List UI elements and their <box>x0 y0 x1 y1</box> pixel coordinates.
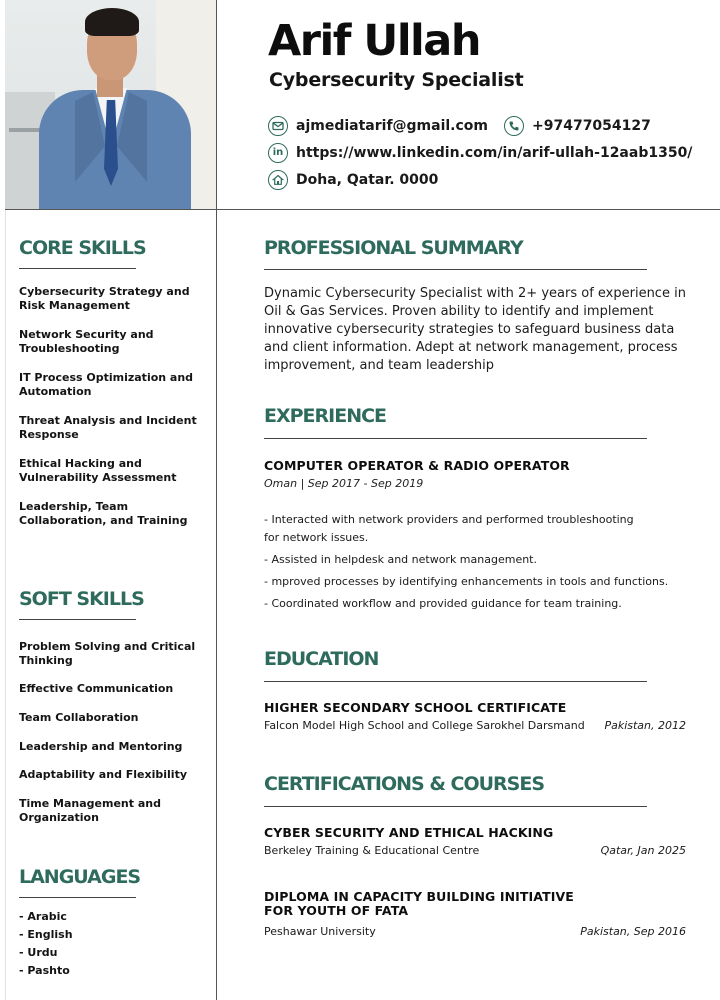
language-item: - English <box>19 928 73 941</box>
core-skill-item: Threat Analysis and Incident Response <box>19 414 197 441</box>
core-skills-heading: CORE SKILLS <box>19 237 146 259</box>
experience-bullet: - Interacted with network providers and performed troubleshooting for network issues. <box>264 513 634 544</box>
soft-skill-item: Problem Solving and Critical Thinking <box>19 640 196 667</box>
candidate-title: Cybersecurity Specialist <box>269 69 524 91</box>
school-name: Falcon Model High School and College Sarokhel Darsmand <box>264 719 585 732</box>
soft-skills-list <box>19 768 211 782</box>
language-item: - Arabic <box>19 910 67 923</box>
home-icon <box>268 170 288 190</box>
core-skill-item: Cybersecurity Strategy and Risk Management <box>19 285 190 312</box>
summary-heading: PROFESSIONAL SUMMARY <box>264 237 523 259</box>
core-skill-item: Network Security and Troubleshooting <box>19 328 154 355</box>
soft-skill-item: Leadership and Mentoring <box>19 740 183 753</box>
core-skills-list <box>19 500 211 528</box>
soft-skills-list <box>19 640 211 668</box>
certification-org: Berkeley Training & Educational Centre <box>264 844 480 857</box>
languages-heading: LANGUAGES <box>19 866 141 888</box>
job-title: COMPUTER OPERATOR & RADIO OPERATOR <box>264 458 570 473</box>
certifications-heading: CERTIFICATIONS & COURSES <box>264 773 545 795</box>
language-item: - Pashto <box>19 964 70 977</box>
education-heading: EDUCATION <box>264 648 379 670</box>
core-skills-list <box>19 328 211 356</box>
soft-skills-list <box>19 797 211 825</box>
soft-skill-item: Team Collaboration <box>19 711 139 724</box>
experience-rule <box>264 438 647 439</box>
certification-org: Peshawar University <box>264 925 376 938</box>
header-divider <box>5 209 720 210</box>
core-skills-list <box>19 285 211 313</box>
certification-date: Qatar, Jan 2025 <box>600 844 686 857</box>
soft-skill-item: Time Management and Organization <box>19 797 161 824</box>
languages-rule <box>19 897 136 898</box>
experience-bullet: - Assisted in helpdesk and network management. <box>264 553 537 566</box>
certification-title: CYBER SECURITY AND ETHICAL HACKING <box>264 825 554 840</box>
core-skill-item: Ethical Hacking and Vulnerability Assessment <box>19 457 177 484</box>
soft-skills-list <box>19 682 211 696</box>
core-skills-list <box>19 371 211 399</box>
job-meta: Oman | Sep 2017 - Sep 2019 <box>264 477 424 490</box>
soft-skill-item: Adaptability and Flexibility <box>19 768 187 781</box>
soft-skills-heading: SOFT SKILLS <box>19 588 144 610</box>
experience-bullet: - Coordinated workflow and provided guidance for team training. <box>264 597 622 610</box>
soft-skills-list <box>19 711 211 725</box>
core-skills-rule <box>19 268 136 269</box>
address-contact <box>268 170 438 190</box>
address-text: Doha, Qatar. 0000 <box>296 172 439 188</box>
soft-skill-item: Effective Communication <box>19 682 174 695</box>
column-divider <box>216 0 217 1000</box>
email-text: ajmediatarif@gmail.com <box>296 118 489 134</box>
soft-skills-rule <box>19 619 136 620</box>
phone-text: +97477054127 <box>532 118 651 134</box>
experience-bullet: - mproved processes by identifying enhancements in tools and functions. <box>264 575 669 588</box>
degree-title: HIGHER SECONDARY SCHOOL CERTIFICATE <box>264 700 567 715</box>
certification-date: Pakistan, Sep 2016 <box>580 925 686 938</box>
soft-skills-list <box>19 740 211 754</box>
language-item: - Urdu <box>19 946 58 959</box>
phone-contact[interactable] <box>504 116 651 136</box>
core-skills-list <box>19 414 211 442</box>
certifications-rule <box>264 806 647 807</box>
linkedin-icon: in <box>268 143 288 163</box>
profile-photo <box>5 0 216 210</box>
core-skill-item: Leadership, Team Collaboration, and Training <box>19 500 188 527</box>
linkedin-text: https://www.linkedin.com/in/arif-ullah-12aab1350/ <box>296 145 693 161</box>
phone-icon <box>504 116 524 136</box>
education-rule <box>264 681 647 682</box>
experience-heading: EXPERIENCE <box>264 405 387 427</box>
certification-title: DIPLOMA IN CAPACITY BUILDING INITIATIVE FOR YOUTH OF FATA <box>264 889 574 919</box>
linkedin-contact[interactable] <box>268 143 692 163</box>
summary-text: Dynamic Cybersecurity Specialist with 2+ years of experience in Oil & Gas Services. Proven ability to identify and implement innovative cybersecurity strategies to safeguard business data and client information. Adept at network management, process improvement, and team leadership <box>264 286 686 373</box>
email-icon <box>268 116 288 136</box>
summary-rule <box>264 269 647 270</box>
languages-list <box>19 908 211 980</box>
candidate-name: Arif Ullah <box>268 16 480 66</box>
education-date: Pakistan, 2012 <box>604 719 686 732</box>
core-skills-list <box>19 457 211 485</box>
email-contact[interactable] <box>268 116 488 136</box>
core-skill-item: IT Process Optimization and Automation <box>19 371 194 398</box>
